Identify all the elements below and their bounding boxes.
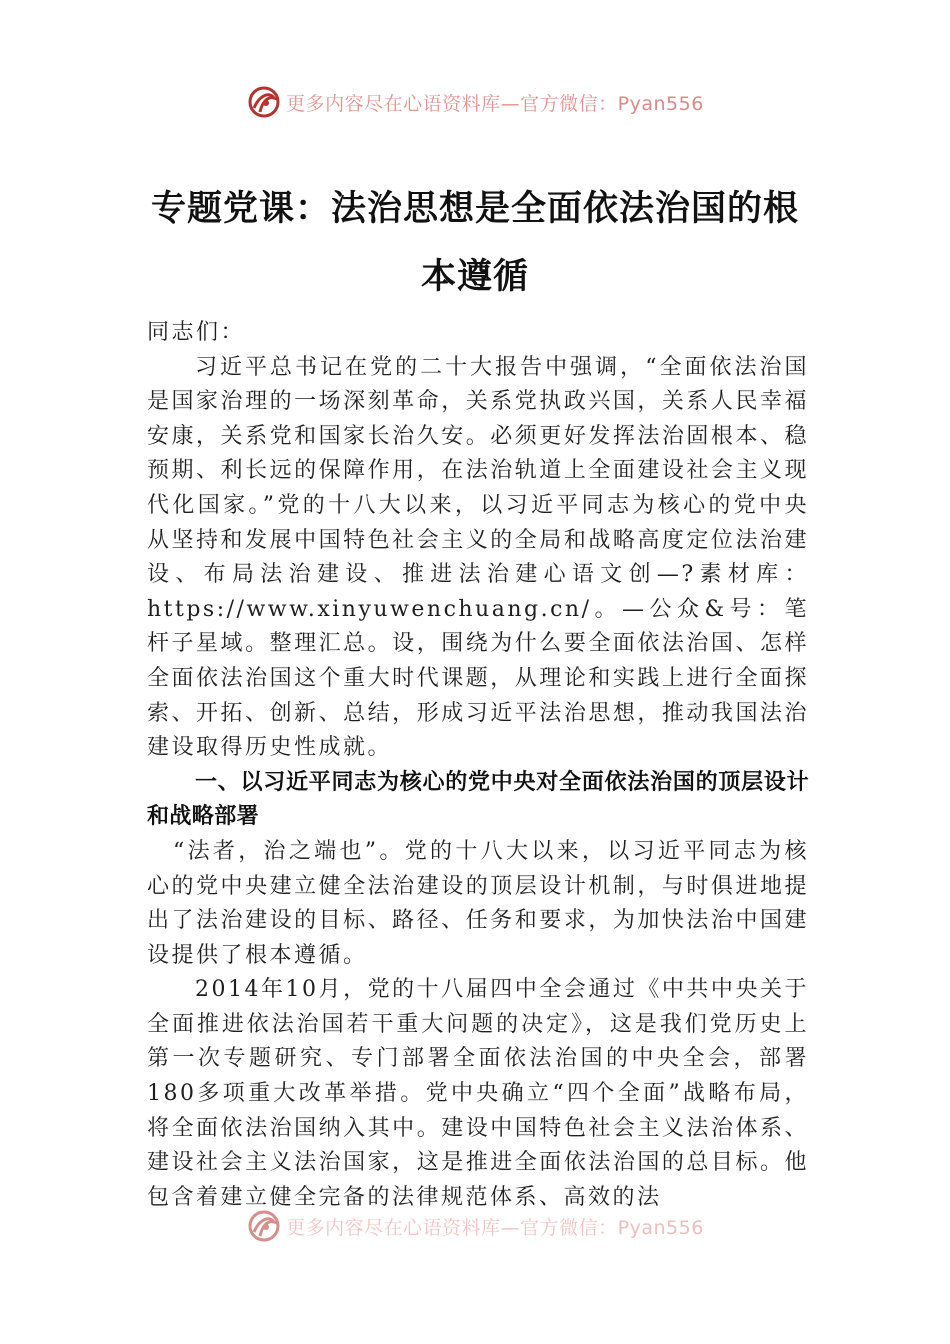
section-heading-1: 一、以习近平同志为核心的党中央对全面依法治国的顶层设计和战略部署 xyxy=(147,769,809,830)
red-swirl-logo-icon xyxy=(246,1208,282,1244)
title-line-2: 本遵循 xyxy=(420,256,529,297)
watermark-wechat-id: Pyan556 xyxy=(617,1216,704,1239)
document-body xyxy=(147,316,809,1215)
watermark-text-cn: 更多内容尽在心语资料库—官方微信： xyxy=(286,92,618,115)
paragraph-intro: 习近平总书记在党的二十大报告中强调，“全面依法治国是国家治理的一场深刻革命，关系党执政兴国，关系人民幸福安康，关系党和国家长治久安。必须更好发挥法治固根本、稳预期、利长远的保障作用，在法治轨道上全面建设社会主义现代化国家。”党的十八大以来，以习近平同志为核心的党中央从坚持和发展中国特色社会主义的全局和战略高度定位法治建设、布局法治建设、推进法治建心语文创—?素材库：https://www.xinyuwenchuang.cn/。—公众&号：笔杆子星域。整理汇总。设，围绕为什么要全面依法治国、怎样全面依法治国这个重大时代课题，从理论和实践上进行全面探索、开拓、创新、总结，形成习近平法治思想，推动我国法治建设取得历史性成就。 xyxy=(147,354,809,761)
watermark-wechat-id: Pyan556 xyxy=(617,92,704,115)
red-swirl-logo-icon xyxy=(246,84,282,120)
paragraph-2: “法者，治之端也”。党的十八大以来，以习近平同志为核心的党中央建立健全法治建设的顶层设计机制，与时俱进地提出了法治建设的目标、路径、任务和要求，为加快法治中国建设提供了根本遵循。 xyxy=(147,838,809,968)
document-title xyxy=(140,175,810,311)
title-line-1: 专题党课：法治思想是全面依法治国的根 xyxy=(150,188,799,229)
header-watermark xyxy=(0,82,950,122)
watermark-text xyxy=(286,89,704,116)
watermark-text-cn: 更多内容尽在心语资料库—官方微信： xyxy=(286,1216,618,1239)
salutation: 同志们： xyxy=(147,320,246,345)
paragraph-3: 2014年10月，党的十八届四中全会通过《中共中央关于全面推进依法治国若干重大问题的决定》，这是我们党历史上第一次专题研究、专门部署全面依法治国的中央全会，部署180多项重大改革举措。党中央确立“四个全面”战略布局，将全面依法治国纳入其中。建设中国特色社会主义法治体系、建设社会主义法治国家，这是推进全面依法治国的总目标。他包含着建立健全完备的法律规范体系、高效的法 xyxy=(147,977,809,1210)
watermark-text xyxy=(286,1213,704,1240)
footer-watermark xyxy=(0,1206,950,1246)
